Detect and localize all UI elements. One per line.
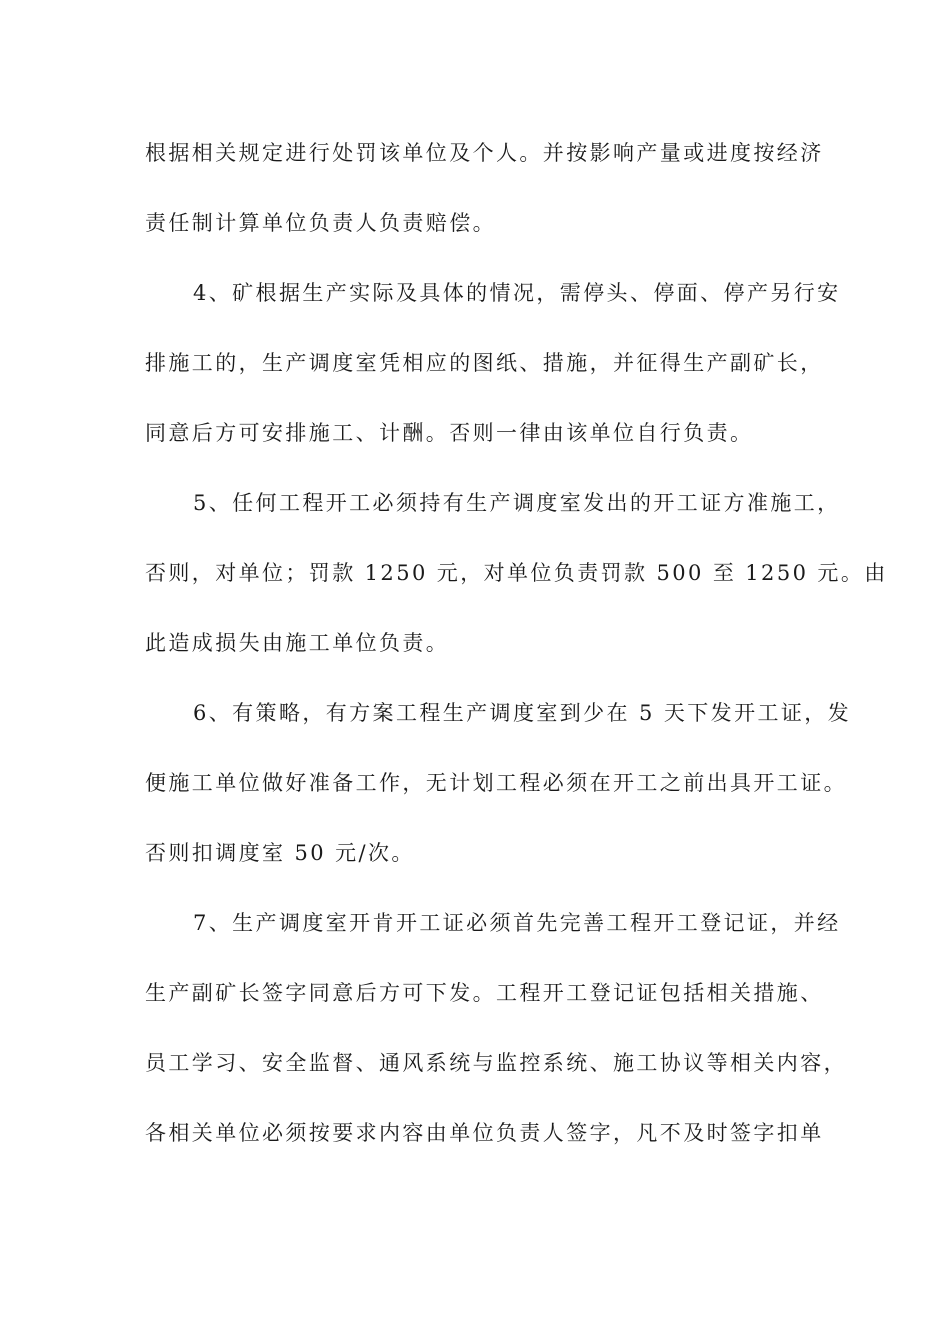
text-line: 生产副矿长签字同意后方可下发。工程开工登记证包括相关措施、 [145, 981, 824, 1005]
text-line: 同意后方可安排施工、计酬。否则一律由该单位自行负责。 [145, 421, 754, 445]
text-line: 各相关单位必须按要求内容由单位负责人签字，凡不及时签字扣单 [145, 1121, 824, 1145]
text-line: 7、生产调度室开肯开工证必须首先完善工程开工登记证，并经 [193, 911, 841, 935]
body-text [145, 133, 888, 1183]
text-line: 便施工单位做好准备工作，无计划工程必须在开工之前出具开工证。 [145, 771, 847, 795]
text-line: 员工学习、安全监督、通风系统与监控系统、施工协议等相关内容， [145, 1051, 847, 1075]
text-line: 排施工的，生产调度室凭相应的图纸、措施，并征得生产副矿长， [145, 351, 824, 375]
text-line: 6、有策略，有方案工程生产调度室到少在 5 天下发开工证，发 [193, 701, 852, 725]
text-line: 根据相关规定进行处罚该单位及个人。并按影响产量或进度按经济 [145, 141, 824, 165]
text-line: 5、任何工程开工必须持有生产调度室发出的开工证方准施工， [193, 491, 841, 515]
text-line: 4、矿根据生产实际及具体的情况，需停头、停面、停产另行安 [193, 281, 841, 305]
text-line: 否则，对单位；罚款 1250 元，对单位负责罚款 500 至 1250 元。由 [145, 561, 888, 585]
text-line: 责任制计算单位负责人负责赔偿。 [145, 211, 496, 235]
text-line: 否则扣调度室 50 元/次。 [145, 841, 415, 865]
text-line: 此造成损失由施工单位负责。 [145, 631, 450, 655]
